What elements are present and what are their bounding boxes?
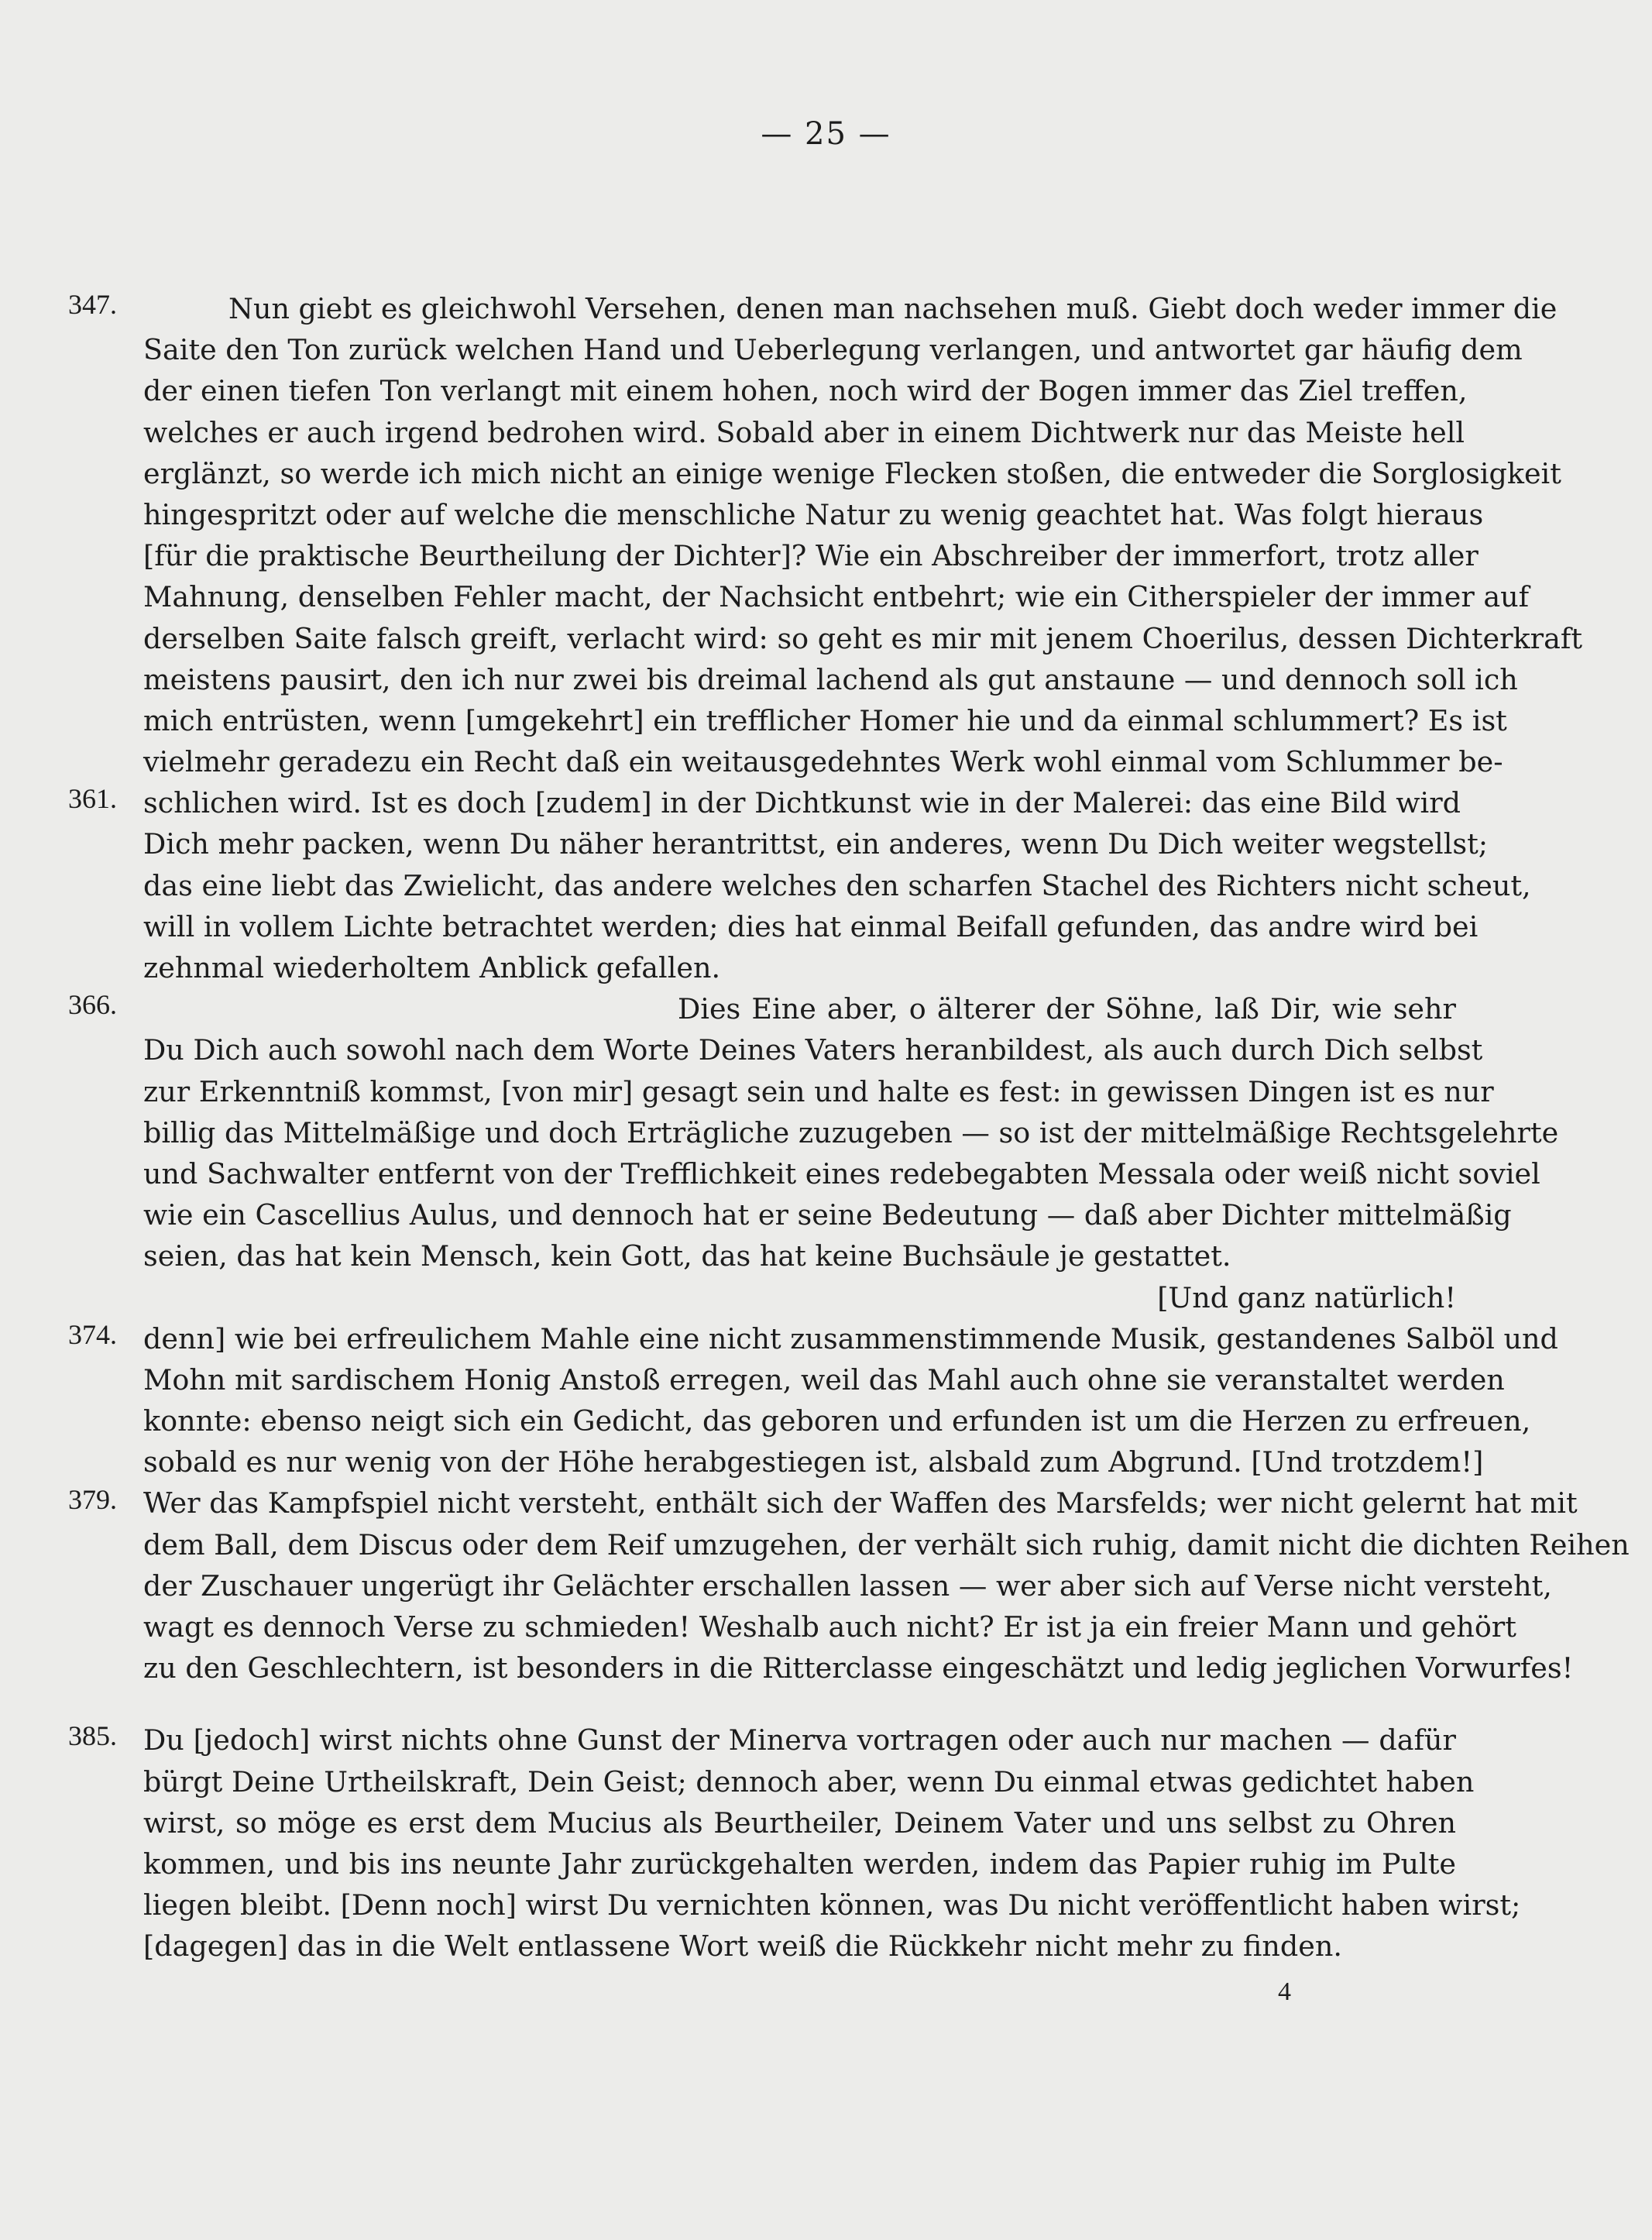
- text-line: Dich mehr packen, wenn Du näher herantrittst, ein anderes, wenn Du Dich weiter wegstellst;: [143, 827, 1489, 861]
- text-line: wie ein Cascellius Aulus, und dennoch hat er seine Bedeutung — daß aber Dichter mittelmäßig: [143, 1198, 1512, 1232]
- paragraph-gap: [143, 1689, 1456, 1720]
- signature-mark: 4: [1278, 1977, 1291, 2006]
- text-line: Dies Eine aber, o älterer der Söhne, laß Dir, wie sehr: [678, 992, 1456, 1026]
- text-line: erglänzt, so werde ich mich nicht an einige wenige Flecken stoßen, die entweder die Sorglosigkeit: [143, 456, 1561, 490]
- text-line: Mahnung, denselben Fehler macht, der Nachsicht entbehrt; wie ein Citherspieler der immer auf: [143, 580, 1530, 614]
- verse-number: 347.: [68, 289, 117, 320]
- text-line: bürgt Deine Urtheilskraft, Dein Geist; dennoch aber, wenn Du einmal etwas gedichtet haben: [143, 1764, 1475, 1799]
- text-line: welches er auch irgend bedrohen wird. Sobald aber in einem Dichtwerk nur das Meiste hell: [143, 415, 1465, 449]
- text-line: denn] wie bei erfreulichem Mahle eine nicht zusammenstimmende Musik, gestandenes Salböl und: [143, 1321, 1558, 1355]
- text-line: der Zuschauer ungerügt ihr Gelächter erschallen lassen — wer aber sich auf Verse nicht versteht,: [143, 1568, 1552, 1603]
- text-line: sobald es nur wenig von der Höhe herabgestiegen ist, alsbald zum Abgrund. [Und trotzdem!]: [143, 1445, 1484, 1479]
- text-line: mich entrüsten, wenn [umgekehrt] ein trefflicher Homer hie und da einmal schlummert? Es ist: [143, 703, 1507, 737]
- text-line: Du [jedoch] wirst nichts ohne Gunst der Minerva vortragen oder auch nur machen — dafür: [143, 1723, 1456, 1757]
- text-line: vielmehr geradezu ein Recht daß ein weitausgedehntes Werk wohl einmal vom Schlummer be-: [143, 745, 1503, 779]
- text-line: zur Erkenntniß kommst, [von mir] gesagt sein und halte es fest: in gewissen Dingen ist es nur: [143, 1074, 1494, 1108]
- text-line: Mohn mit sardischem Honig Anstoß erregen, weil das Mahl auch ohne sie veranstaltet werden: [143, 1362, 1505, 1397]
- verse-number: 374.: [68, 1319, 117, 1350]
- text-line: Du Dich auch sowohl nach dem Worte Deines Vaters heranbildest, als auch durch Dich selbst: [143, 1033, 1483, 1067]
- text-line: konnte: ebenso neigt sich ein Gedicht, das geboren und erfunden ist um die Herzen zu erfreuen,: [143, 1404, 1531, 1438]
- verse-number: 366.: [68, 989, 117, 1020]
- text-line: Wer das Kampfspiel nicht versteht, enthält sich der Waffen des Marsfelds; wer nicht gelernt hat mit: [143, 1486, 1578, 1520]
- body-text: [143, 288, 1630, 1967]
- text-line: [Und ganz natürlich!: [1157, 1280, 1456, 1314]
- text-line: dem Ball, dem Discus oder dem Reif umzugehen, der verhält sich ruhig, damit nicht die dichten Reihen: [143, 1527, 1630, 1561]
- verse-number: 379.: [68, 1484, 117, 1515]
- text-line: zehnmal wiederholtem Anblick gefallen.: [143, 951, 721, 984]
- verse-number: 361.: [68, 783, 117, 814]
- text-line: meistens pausirt, den ich nur zwei bis dreimal lachend als gut anstaune — und dennoch soll ich: [143, 662, 1518, 696]
- text-line: derselben Saite falsch greift, verlacht wird: so geht es mir mit jenem Choerilus, dessen Dichterkraft: [143, 621, 1583, 655]
- text-line: und Sachwalter entfernt von der Trefflichkeit eines redebegabten Messala oder weiß nicht soviel: [143, 1156, 1540, 1190]
- text-line: Saite den Ton zurück welchen Hand und Ueberlegung verlangen, und antwortet gar häufig dem: [143, 333, 1523, 367]
- text-line: der einen tiefen Ton verlangt mit einem hohen, noch wird der Bogen immer das Ziel treffen,: [143, 374, 1468, 408]
- text-line: wagt es dennoch Verse zu schmieden! Weshalb auch nicht? Er ist ja ein freier Mann und gehört: [143, 1610, 1516, 1644]
- text-line: schlichen wird. Ist es doch [zudem] in der Dichtkunst wie in der Malerei: das eine Bild wird: [143, 786, 1461, 820]
- text-line: wirst, so möge es erst dem Mucius als Beurtheiler, Deinem Vater und uns selbst zu Ohren: [143, 1805, 1456, 1840]
- text-line: will in vollem Lichte betrachtet werden; dies hat einmal Beifall gefunden, das andre wird bei: [143, 909, 1479, 943]
- text-line: seien, das hat kein Mensch, kein Gott, das hat keine Buchsäule je gestattet.: [143, 1239, 1231, 1273]
- text-line: [dagegen] das in die Welt entlassene Wort weiß die Rückkehr nicht mehr zu finden.: [143, 1929, 1342, 1963]
- text-line: [für die praktische Beurtheilung der Dichter]? Wie ein Abschreiber der immerfort, trotz aller: [143, 539, 1479, 573]
- verse-number: 385.: [68, 1720, 117, 1751]
- text-line: kommen, und bis ins neunte Jahr zurückgehalten werden, indem das Papier ruhig im Pulte: [143, 1847, 1456, 1881]
- text-line: Nun giebt es gleichwohl Versehen, denen man nachsehen muß. Giebt doch weder immer die: [228, 292, 1558, 325]
- text-line: das eine liebt das Zwielicht, das andere welches den scharfen Stachel des Richters nicht scheut,: [143, 868, 1531, 902]
- text-line: zu den Geschlechtern, ist besonders in die Ritterclasse eingeschätzt und ledig jeglichen Vorwurfes!: [143, 1651, 1574, 1685]
- text-line: billig das Mittelmäßige und doch Erträgliche zuzugeben — so ist der mittelmäßige Rechtsgelehrte: [143, 1115, 1559, 1149]
- text-line: liegen bleibt. [Denn noch] wirst Du vernichten können, was Du nicht veröffentlicht haben wirst;: [143, 1888, 1521, 1922]
- text-line: hingespritzt oder auf welche die menschliche Natur zu wenig geachtet hat. Was folgt hieraus: [143, 497, 1484, 531]
- page-number: — 25 —: [761, 116, 891, 152]
